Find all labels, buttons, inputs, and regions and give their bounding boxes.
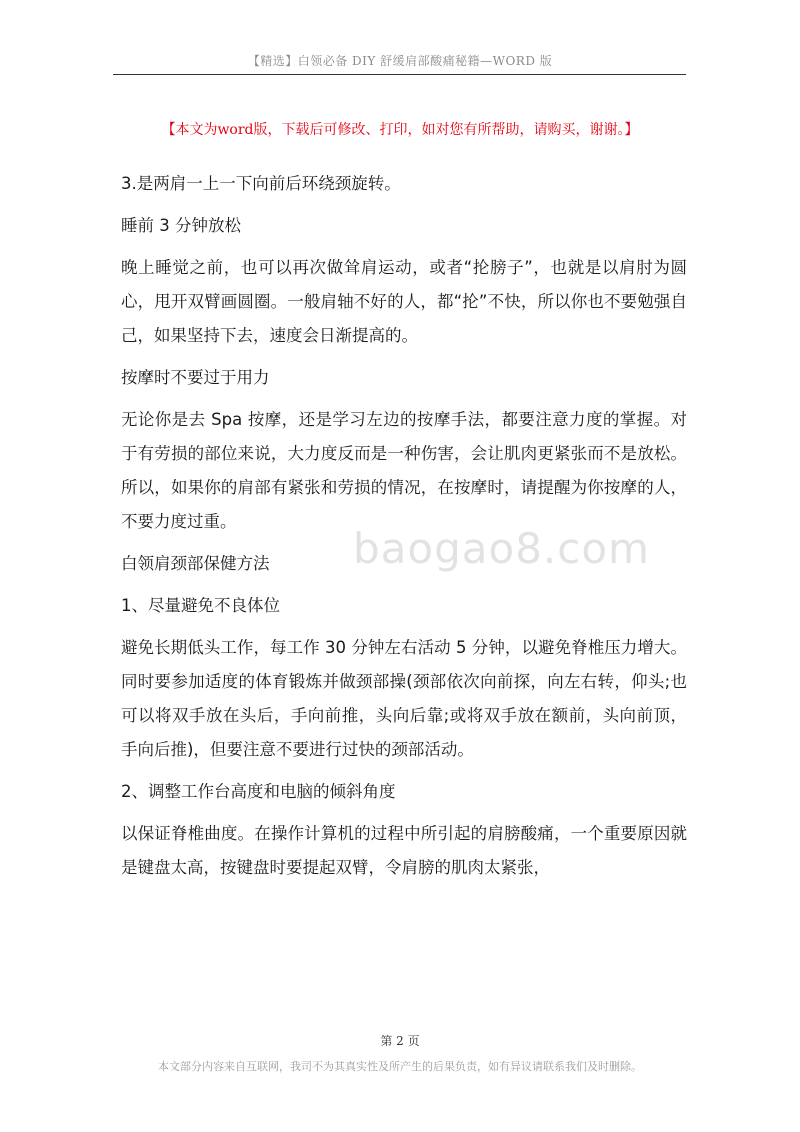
page-number: 第 2 页 — [380, 1034, 420, 1048]
paragraph-posture: 避免长期低头工作，每工作 30 分钟左右活动 5 分钟，以避免脊椎压力增大。同时要参加适度的体育锻炼并做颈部操(颈部依次向前探，向左右转，仰头;也可以将双手放在头后，手向前推，头向后靠;或将双手放在额前，头向前顶，手向后推)，但要注意不要进行过快的颈部活动。 — [121, 638, 687, 759]
list-item-step-3: 3.是两肩一上一下向前后环绕颈旋转。 — [121, 174, 401, 193]
subheading-posture: 1、尽量避免不良体位 — [121, 596, 280, 615]
section-heading-bedtime: 睡前 3 分钟放松 — [121, 216, 241, 235]
paragraph-bedtime: 晚上睡觉之前，也可以再次做耸肩运动，或者“抡膀子”，也就是以肩肘为圆心，甩开双臂画圆圈。一般肩轴不好的人，都“抡”不快，所以你也不要勉强自己，如果坚持下去，速度会日渐提高的。 — [121, 258, 687, 345]
running-header: 【精选】白领必备 DIY 舒缓肩部酸痛秘籍—WORD 版 — [247, 54, 553, 68]
purchase-notice: 【本文为word版，下载后可修改、打印，如对您有所帮助，请购买，谢谢。】 — [161, 122, 639, 138]
paragraph-desk-height: 以保证脊椎曲度。在操作计算机的过程中所引起的肩膀酸痛，一个重要原因就是键盘太高，按键盘时要提起双臂，令肩膀的肌肉太紧张， — [121, 824, 687, 877]
watermark: baogao8.com — [353, 524, 650, 573]
section-heading-methods: 白领肩颈部保健方法 — [121, 554, 270, 573]
subheading-desk-height: 2、调整工作台高度和电脑的倾斜角度 — [121, 782, 396, 801]
paragraph-massage: 无论你是去 Spa 按摩，还是学习左边的按摩手法，都要注意力度的掌握。对于有劳损的部位来说，大力度反而是一种伤害，会让肌肉更紧张而不是放松。所以，如果你的肩部有紧张和劳损的情况，在按摩时，请提醒为你按摩的人，不要力度过重。 — [121, 410, 687, 531]
footer-disclaimer: 本文部分内容来自互联网，我司不为其真实性及所产生的后果负责，如有异议请联系我们及时删除。 — [158, 1060, 642, 1073]
section-heading-massage: 按摩时不要过于用力 — [121, 368, 270, 387]
header-rule — [113, 74, 686, 75]
